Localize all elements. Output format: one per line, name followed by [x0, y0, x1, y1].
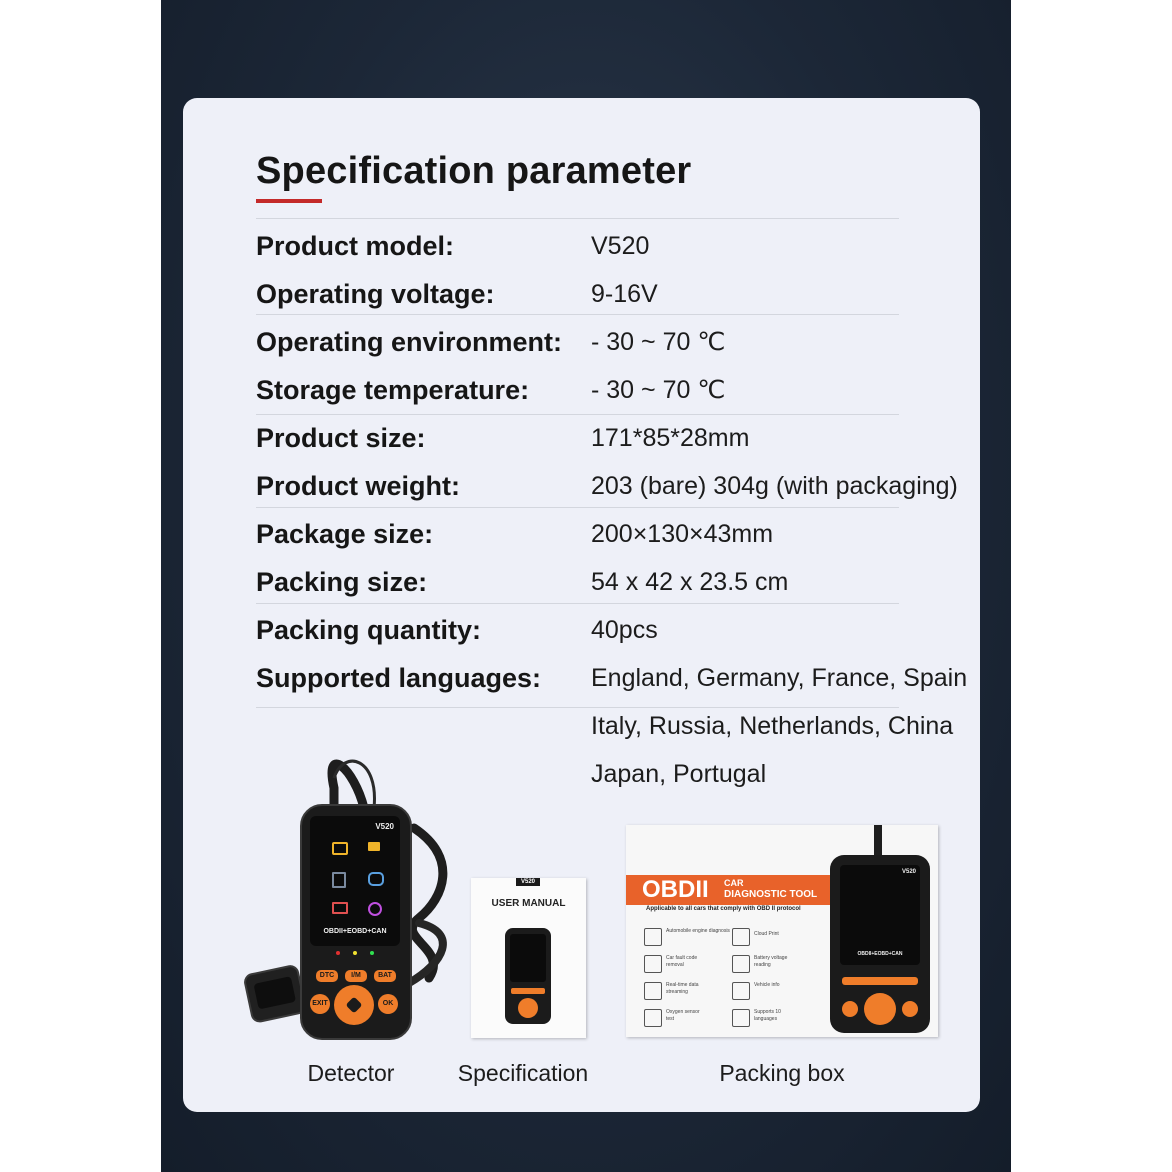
- spec-value: V520: [591, 232, 650, 260]
- feature-item: Vehicle info: [732, 979, 832, 1003]
- packing-box-image: [626, 825, 938, 1037]
- box-cable: [874, 825, 882, 855]
- spec-value: 171*85*28mm: [591, 424, 750, 452]
- spec-label: Operating environment:: [256, 327, 563, 357]
- divider: [256, 218, 899, 219]
- spec-label: Product weight:: [256, 471, 460, 501]
- dpad[interactable]: [334, 985, 374, 1025]
- feature-item: Real-time data streaming: [644, 979, 736, 1003]
- spec-row: [0, 270, 1172, 318]
- spec-row: [0, 366, 1172, 414]
- spec-label: Product size:: [256, 423, 426, 453]
- feature-item: Automobile engine diagnosis: [644, 925, 736, 949]
- packing-box-caption: Packing box: [719, 1060, 845, 1086]
- engine-icon: [332, 842, 348, 855]
- box-device-image: [830, 855, 930, 1033]
- spec-value: - 30 ~ 70 ℃: [591, 376, 726, 404]
- battery-icon: [332, 902, 348, 914]
- car-icon: [644, 982, 662, 1000]
- box-logo: OBDII: [642, 876, 709, 903]
- spec-value: 200×130×43mm: [591, 520, 774, 548]
- feature-item: Supports 10 languages: [732, 1006, 832, 1030]
- spec-value: 203 (bare) 304g (with packaging): [591, 472, 958, 500]
- spec-label: Packing quantity:: [256, 615, 482, 645]
- feature-item: Battery voltage reading: [732, 952, 832, 976]
- exit-button[interactable]: EXIT: [310, 994, 330, 1014]
- spec-row: [0, 414, 1172, 462]
- spec-row: [0, 606, 1172, 654]
- car-icon: [732, 982, 750, 1000]
- feature-item: Oxygen sensor test: [644, 1006, 736, 1030]
- chart-icon: [368, 842, 380, 851]
- ok-button[interactable]: OK: [378, 994, 398, 1014]
- manual-title: USER MANUAL: [491, 898, 566, 909]
- spec-value: England, Germany, France, Spain: [591, 664, 968, 692]
- car-icon: [644, 928, 662, 946]
- cloud-icon: [368, 872, 384, 886]
- spec-row: [0, 510, 1172, 558]
- page-title: Specification parameter: [256, 150, 692, 192]
- sensor-icon: [644, 1009, 662, 1027]
- specification-caption: Specification: [457, 1060, 589, 1086]
- title-underline: [256, 199, 322, 203]
- box-banner: [626, 875, 831, 905]
- status-lights: [336, 951, 376, 956]
- spec-label: Operating voltage:: [256, 279, 495, 309]
- spec-value: Italy, Russia, Netherlands, China: [591, 712, 954, 740]
- box-tagline: Applicable to all cars that comply with OBD II protocol: [646, 906, 801, 912]
- spec-row-continued: [0, 750, 1172, 798]
- dtc-button[interactable]: DTC: [316, 970, 338, 982]
- doc-icon: [332, 872, 346, 888]
- spec-value: Japan, Portugal: [591, 760, 767, 788]
- spec-value: 54 x 42 x 23.5 cm: [591, 568, 789, 596]
- dpad-center: [346, 997, 363, 1014]
- manual-tab: V520: [516, 878, 540, 886]
- detector-bottom-text: OBDII+EOBD+CAN: [323, 928, 387, 935]
- language-icon: [732, 1009, 750, 1027]
- spec-row: [0, 222, 1172, 270]
- spec-label: Product model:: [256, 231, 455, 261]
- manual-device-image: [505, 928, 551, 1024]
- spec-label: Supported languages:: [256, 663, 542, 693]
- feature-item: Cloud Print: [732, 925, 832, 949]
- spec-value: 9-16V: [591, 280, 658, 308]
- spec-label: Package size:: [256, 519, 434, 549]
- spec-label: Packing size:: [256, 567, 428, 597]
- battery-icon: [732, 955, 750, 973]
- box-subtitle-1: CAR: [724, 878, 744, 888]
- spec-row: [0, 558, 1172, 606]
- box-subtitle-2: DIAGNOSTIC TOOL: [724, 889, 818, 900]
- detector-image: [244, 748, 474, 1040]
- spec-row-continued: [0, 702, 1172, 750]
- spec-row: [0, 654, 1172, 702]
- spec-value: 40pcs: [591, 616, 658, 644]
- spec-row: [0, 462, 1172, 510]
- box-device-screen: V520 OBDII+EOBD+CAN: [840, 865, 920, 965]
- gear-icon: [368, 902, 382, 916]
- detector-model: V520: [375, 822, 394, 831]
- car-icon: [644, 955, 662, 973]
- feature-list: [644, 925, 834, 1033]
- user-manual-image: [471, 878, 586, 1038]
- detector-screen: [310, 816, 400, 946]
- bat-button[interactable]: BAT: [374, 970, 396, 982]
- detector-caption: Detector: [307, 1060, 395, 1086]
- printer-icon: [732, 928, 750, 946]
- im-button[interactable]: I/M: [345, 970, 367, 982]
- spec-label: Storage temperature:: [256, 375, 530, 405]
- feature-item: Car fault code removal: [644, 952, 736, 976]
- spec-row: [0, 318, 1172, 366]
- spec-value: - 30 ~ 70 ℃: [591, 328, 726, 356]
